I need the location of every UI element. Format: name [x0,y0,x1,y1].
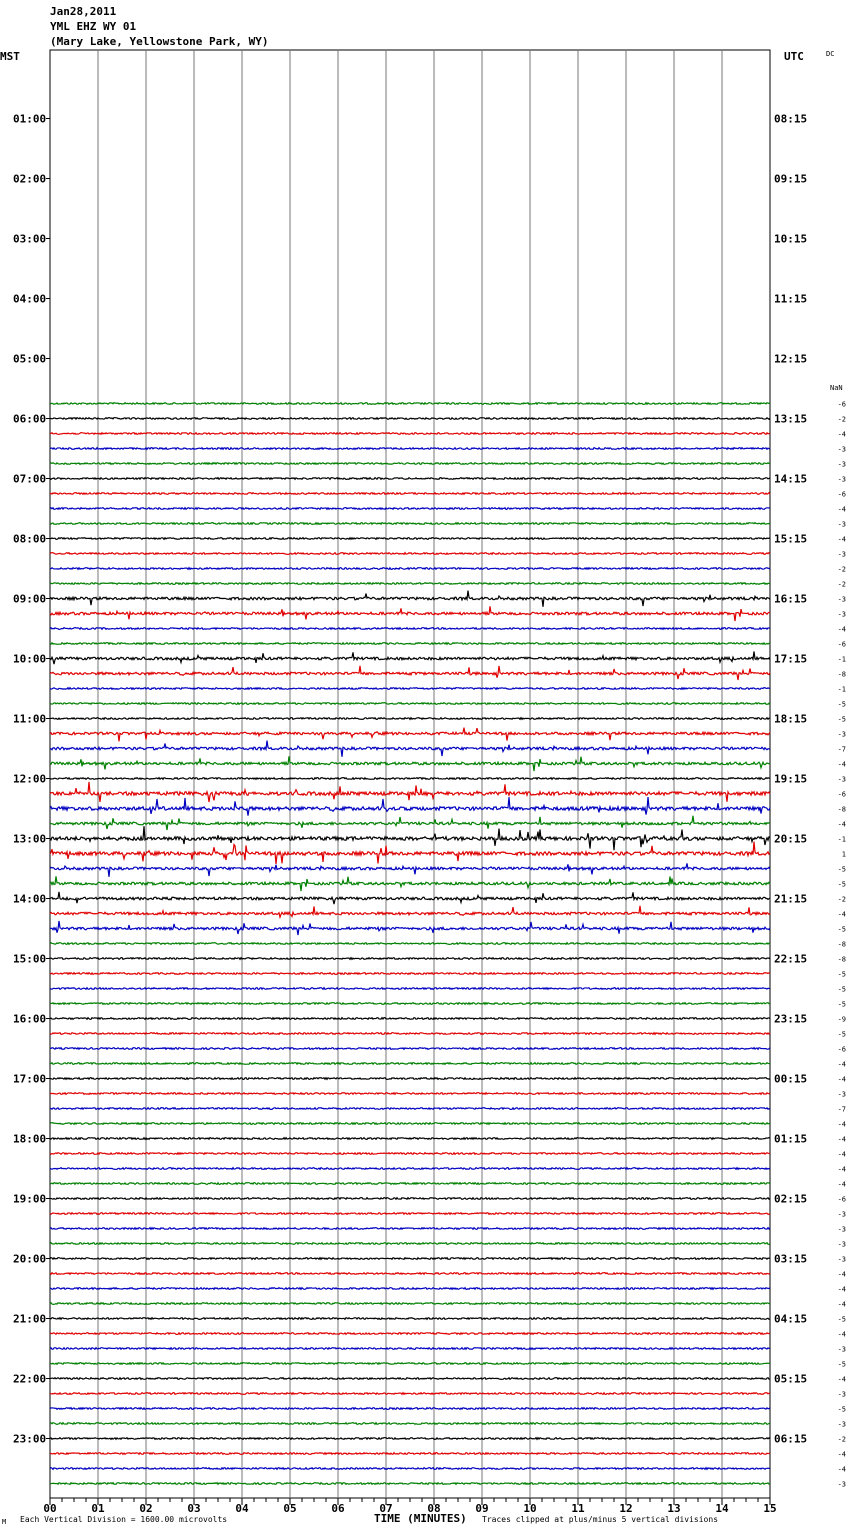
trace-offset-label: -6 [837,1195,846,1204]
trace-offset-label: -4 [837,1300,846,1309]
trace-offset-label: -5 [837,1315,846,1324]
left-hour-label: 14:00 [13,892,47,906]
trace-offset-label: -8 [837,805,846,814]
x-tick-label: 15 [763,1502,777,1515]
seismic-trace [50,403,770,405]
right-hour-label: 15:15 [774,532,808,546]
trace-offset-label: -2 [837,895,846,904]
right-hour-label: 12:15 [774,352,808,366]
trace-offset-label: -5 [837,970,846,979]
left-hour-label: 05:00 [13,352,47,366]
right-hour-label: 08:15 [774,112,808,126]
seismic-trace [50,448,770,450]
trace-offset-label: -5 [837,715,846,724]
seismic-trace [50,1018,770,1020]
trace-offset-label: -4 [837,1450,846,1459]
right-hour-label: 00:15 [774,1072,808,1086]
trace-offset-label: -3 [837,775,846,784]
left-hour-label: 02:00 [13,172,47,186]
left-hour-label: 20:00 [13,1252,47,1266]
seismic-trace [50,1108,770,1110]
seismic-trace [50,1273,770,1275]
seismic-trace [50,1438,770,1440]
left-hour-label: 15:00 [13,952,47,966]
trace-offset-label: -4 [837,910,846,919]
seismic-trace [50,1303,770,1305]
trace-offset-label: -4 [837,820,846,829]
trace-offset-label: -6 [837,1045,846,1054]
left-hour-label: 06:00 [13,412,47,426]
seismic-trace [50,1483,770,1485]
trace-offset-label: -3 [837,1390,846,1399]
trace-offset-label: -5 [837,1030,846,1039]
seismic-trace [50,1333,770,1335]
trace-offset-label: -3 [837,1420,846,1429]
left-hour-label: 16:00 [13,1012,47,1026]
trace-offset-label: -7 [837,745,846,754]
dc-label: DC [826,50,835,58]
seismic-trace [50,1048,770,1050]
right-hour-label: 19:15 [774,772,808,786]
right-hour-label: 23:15 [774,1012,808,1026]
seismic-trace [50,1468,770,1470]
trace-offset-label: -4 [837,1075,846,1084]
trace-offset-label: -3 [837,460,846,469]
trace-offset-label: -3 [837,520,846,529]
seismic-trace [50,1423,770,1425]
left-hour-label: 04:00 [13,292,47,306]
trace-offset-label: -3 [837,1255,846,1264]
trace-offset-label: -4 [837,1120,846,1129]
trace-offset-label: -4 [837,1165,846,1174]
trace-offset-label: -3 [837,1225,846,1234]
right-hour-label: 14:15 [774,472,808,486]
date-label: Jan28,2011 [50,5,117,18]
seismic-trace [50,493,770,495]
x-tick-label: 05 [283,1502,297,1515]
right-hour-label: 04:15 [774,1312,808,1326]
seismic-trace [50,688,770,690]
seismic-trace [50,1348,770,1350]
trace-offset-label: -2 [837,1435,846,1444]
seismic-trace [50,778,770,780]
left-timezone-label: MST [0,50,20,63]
right-hour-label: 16:15 [774,592,808,606]
trace-offset-label: -3 [837,550,846,559]
trace-offset-label: -6 [837,640,846,649]
trace-offset-label: -3 [837,595,846,604]
trace-offset-label: -3 [837,610,846,619]
seismic-trace [50,741,770,757]
trace-offset-label: -4 [837,505,846,514]
seismic-trace [50,756,770,771]
right-hour-label: 01:15 [774,1132,808,1146]
seismic-trace [50,906,770,917]
seismic-trace [50,782,770,802]
seismic-trace [50,958,770,960]
seismic-trace [50,478,770,480]
trace-offset-label: -9 [837,1015,846,1024]
seismic-trace [50,433,770,435]
seismic-trace [50,1078,770,1080]
left-hour-label: 17:00 [13,1072,47,1086]
right-hour-label: 11:15 [774,292,808,306]
left-hour-label: 23:00 [13,1432,47,1446]
seismic-trace [50,1258,770,1260]
right-hour-label: 06:15 [774,1432,808,1446]
trace-offset-label: -4 [837,1180,846,1189]
x-tick-label: 13 [667,1502,681,1515]
right-hour-label: 20:15 [774,832,808,846]
right-hour-label: 18:15 [774,712,808,726]
x-tick-label: 00 [43,1502,57,1515]
seismic-trace [50,1153,770,1155]
trace-offset-label: -5 [837,1405,846,1414]
seismic-trace [50,463,770,465]
trace-offset-label: -6 [837,790,846,799]
station-label: YML EHZ WY 01 [50,20,137,33]
seismic-trace [50,892,770,904]
seismic-trace [50,1123,770,1125]
x-tick-label: 04 [235,1502,249,1515]
trace-offset-label: -4 [837,625,846,634]
trace-offset-label: -3 [837,1345,846,1354]
nan-label: NaN [830,384,843,392]
right-hour-label: 13:15 [774,412,808,426]
trace-offset-label: -8 [837,940,846,949]
seismic-trace [50,1183,770,1185]
corner-mark: M [2,1518,7,1526]
seismic-trace [50,1063,770,1065]
trace-offset-label: -4 [837,1465,846,1474]
x-tick-label: 11 [571,1502,585,1515]
seismic-trace [50,1243,770,1245]
x-tick-label: 02 [139,1502,153,1515]
seismic-trace [50,1318,770,1320]
left-hour-label: 09:00 [13,592,47,606]
trace-offset-label: -3 [837,1090,846,1099]
trace-offset-label: -4 [837,1060,846,1069]
plot-frame [50,50,770,1498]
right-hour-label: 21:15 [774,892,808,906]
seismic-trace [50,583,770,585]
left-hour-label: 18:00 [13,1132,47,1146]
trace-offset-label: -4 [837,535,846,544]
left-hour-label: 07:00 [13,472,47,486]
seismic-trace [50,1093,770,1095]
seismic-trace [50,921,770,935]
seismic-trace [50,842,770,864]
x-tick-label: 09 [475,1502,489,1515]
seismic-trace [50,703,770,705]
seismic-trace [50,652,770,665]
seismic-trace [50,553,770,555]
seismic-trace [50,1228,770,1230]
clip-note: Traces clipped at plus/minus 5 vertical divisions [482,1515,719,1524]
trace-offset-label: -3 [837,445,846,454]
location-label: (Mary Lake, Yellowstone Park, WY) [50,35,269,48]
seismic-trace [50,1453,770,1455]
left-hour-label: 10:00 [13,652,47,666]
seismic-trace [50,1138,770,1140]
right-hour-label: 10:15 [774,232,808,246]
trace-offset-label: -8 [837,955,846,964]
trace-offset-label: -5 [837,985,846,994]
seismic-trace [50,523,770,525]
trace-offset-label: -5 [837,1360,846,1369]
trace-offset-label: -5 [837,865,846,874]
right-hour-label: 05:15 [774,1372,808,1386]
seismic-trace [50,568,770,570]
trace-offset-label: -1 [837,655,846,664]
seismic-trace [50,606,770,621]
trace-offset-label: -5 [837,700,846,709]
left-hour-label: 03:00 [13,232,47,246]
x-tick-label: 07 [379,1502,393,1515]
x-tick-label: 08 [427,1502,441,1515]
trace-offset-label: -7 [837,1105,846,1114]
seismic-trace [50,1378,770,1380]
trace-offset-label: -4 [837,430,846,439]
x-axis-title: TIME (MINUTES) [374,1512,467,1525]
seismic-trace [50,863,770,876]
seismic-trace [50,973,770,975]
right-hour-label: 17:15 [774,652,808,666]
scale-note: Each Vertical Division = 1600.00 microvolts [20,1515,228,1524]
trace-offset-label: -6 [837,490,846,499]
seismic-trace [50,1408,770,1410]
x-tick-label: 03 [187,1502,201,1515]
trace-offset-label: -3 [837,730,846,739]
trace-offset-label: -8 [837,670,846,679]
trace-offset-label: -6 [837,400,846,409]
seismic-trace [50,816,770,830]
trace-offset-label: -4 [837,1135,846,1144]
trace-offset-label: -1 [837,685,846,694]
seismic-trace [50,1033,770,1035]
seismic-trace [50,1213,770,1215]
seismic-trace [50,1198,770,1200]
seismic-trace [50,1393,770,1395]
seismic-trace [50,1168,770,1170]
seismic-trace [50,876,770,891]
trace-offset-label: -4 [837,760,846,769]
x-tick-label: 12 [619,1502,633,1515]
x-tick-label: 10 [523,1502,537,1515]
trace-offset-label: -3 [837,1240,846,1249]
trace-offset-label: -4 [837,1270,846,1279]
seismic-trace [50,591,770,607]
x-tick-label: 06 [331,1502,345,1515]
seismic-trace [50,538,770,540]
seismic-trace [50,718,770,720]
trace-offset-label: -3 [837,1480,846,1489]
trace-offset-label: -5 [837,1000,846,1009]
trace-offset-label: 1 [841,850,846,859]
x-tick-label: 01 [91,1502,105,1515]
seismic-trace [50,666,770,680]
left-hour-label: 13:00 [13,832,47,846]
left-hour-label: 11:00 [13,712,47,726]
trace-offset-label: -2 [837,565,846,574]
seismic-trace [50,1363,770,1365]
left-hour-label: 12:00 [13,772,47,786]
left-hour-label: 08:00 [13,532,47,546]
x-tick-label: 14 [715,1502,729,1515]
trace-offset-label: -3 [837,475,846,484]
seismic-trace [50,797,770,816]
seismic-trace [50,643,770,645]
right-timezone-label: UTC [784,50,804,63]
seismic-trace [50,943,770,945]
right-hour-label: 09:15 [774,172,808,186]
trace-offset-label: -5 [837,925,846,934]
right-hour-label: 22:15 [774,952,808,966]
seismic-trace [50,1003,770,1005]
seismic-trace [50,628,770,630]
left-hour-label: 01:00 [13,112,47,126]
trace-offset-label: -4 [837,1150,846,1159]
trace-offset-label: -2 [837,415,846,424]
trace-offset-label: -4 [837,1330,846,1339]
left-hour-label: 21:00 [13,1312,47,1326]
seismic-trace [50,418,770,420]
right-hour-label: 02:15 [774,1192,808,1206]
trace-offset-label: -2 [837,580,846,589]
left-hour-label: 19:00 [13,1192,47,1206]
seismic-trace [50,728,770,742]
seismic-trace [50,1288,770,1290]
seismic-trace [50,508,770,510]
right-hour-label: 03:15 [774,1252,808,1266]
trace-offset-label: -3 [837,1210,846,1219]
seismic-trace [50,988,770,990]
trace-offset-label: -4 [837,1285,846,1294]
trace-offset-label: -5 [837,880,846,889]
seismic-trace [50,826,770,850]
left-hour-label: 22:00 [13,1372,47,1386]
trace-offset-label: -1 [837,835,846,844]
trace-offset-label: -4 [837,1375,846,1384]
